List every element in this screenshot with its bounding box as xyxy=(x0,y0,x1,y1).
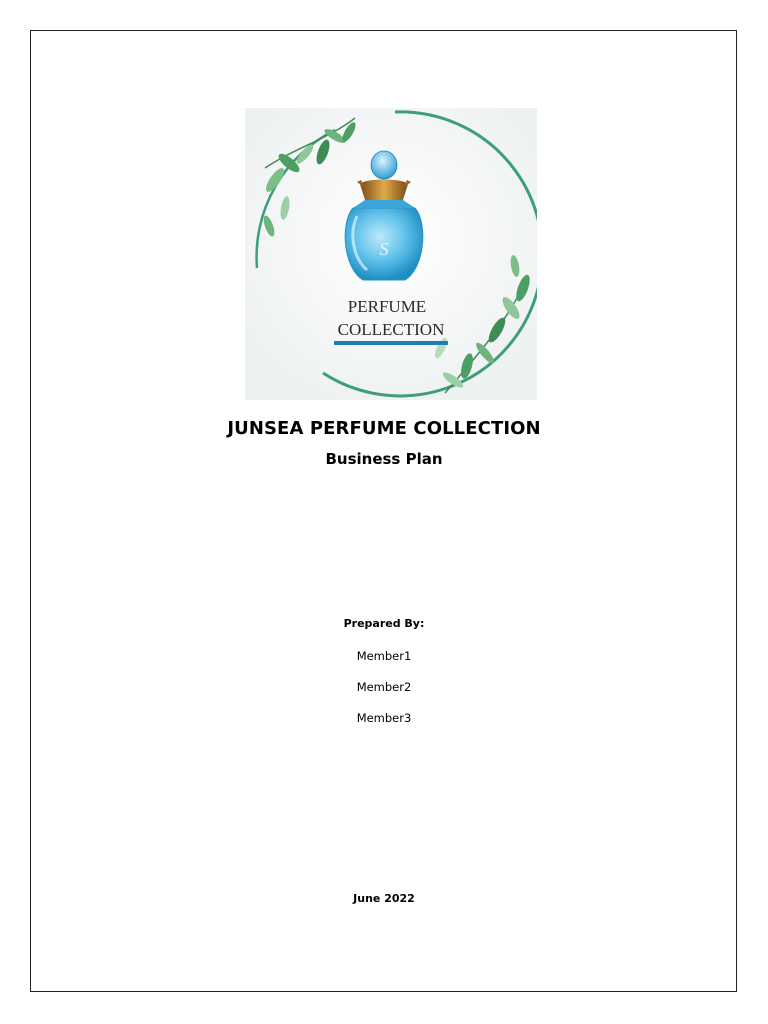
member-name: Member2 xyxy=(356,680,412,694)
document-date: June 2022 xyxy=(353,892,415,905)
document-title: JUNSEA PERFUME COLLECTION xyxy=(227,418,541,439)
prepared-by-label: Prepared By: xyxy=(343,617,425,630)
logo-text-line-2: COLLECTION xyxy=(337,320,445,339)
member-name: Member3 xyxy=(356,711,412,725)
perfume-collection-logo xyxy=(245,108,537,400)
logo-text-line-1: PERFUME xyxy=(347,297,427,316)
logo-underline xyxy=(334,341,448,345)
document-subtitle: Business Plan xyxy=(325,450,443,468)
bottle-monogram: S xyxy=(379,239,389,259)
member-name: Member1 xyxy=(356,649,412,663)
